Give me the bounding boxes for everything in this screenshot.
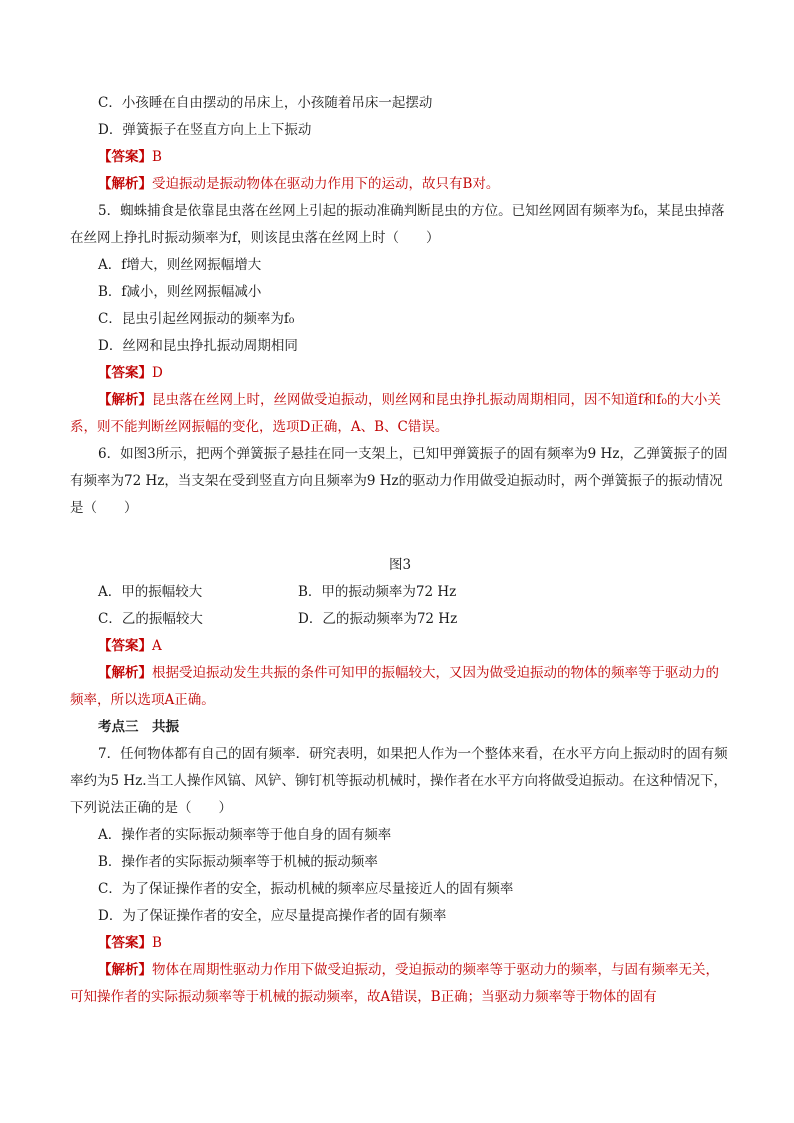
q6-option-b: B．甲的振动频率为72 Hz xyxy=(298,584,457,600)
q4-option-d: D．弹簧振子在竖直方向上上下振动 xyxy=(98,122,312,138)
q6-option-c: C．乙的振幅较大 xyxy=(98,611,203,627)
q6-answer xyxy=(70,633,730,660)
q5-answer xyxy=(70,360,730,387)
answer-value: B xyxy=(152,935,162,951)
q6-stem: 6．如图3所示，把两个弹簧振子悬挂在同一支架上，已知甲弹簧振子的固有频率为9 Hz，乙弹簧振子的固有频率为72 Hz，当支架在受到竖直方向且频率为9 Hz的驱动力作用做受迫振动时，两个弹簧振子的振动情况是（ ） xyxy=(70,446,728,516)
figure-caption: 图3 xyxy=(388,557,412,573)
explanation-label: 【解析】 xyxy=(98,392,152,408)
q7-option-a: A．操作者的实际振动频率等于他自身的固有频率 xyxy=(98,827,392,843)
q5-stem: 5．蜘蛛捕食是依靠昆虫落在丝网上引起的振动准确判断昆虫的方位。已知丝网固有频率为f₀，某昆虫掉落在丝网上挣扎时振动频率为f，则该昆虫落在丝网上时（ ） xyxy=(70,203,725,246)
figure-placeholder xyxy=(70,522,730,552)
q4-option-c: C．小孩睡在自由摆动的吊床上，小孩随着吊床一起摆动 xyxy=(98,95,433,111)
q7-answer xyxy=(70,930,730,957)
answer-value: D xyxy=(152,365,163,381)
document-page xyxy=(70,90,730,1011)
q7-explanation xyxy=(70,957,730,1011)
answer-label: 【答案】 xyxy=(98,638,152,654)
answer-label: 【答案】 xyxy=(98,935,152,951)
explanation-label: 【解析】 xyxy=(98,176,152,192)
section-heading: 考点三 共振 xyxy=(98,719,179,735)
explanation-label: 【解析】 xyxy=(98,962,152,978)
answer-value: B xyxy=(152,149,162,165)
q4-explanation xyxy=(70,171,730,198)
q7-option-b: B．操作者的实际振动频率等于机械的振动频率 xyxy=(98,854,378,870)
q5-option-d: D．丝网和昆虫挣扎振动周期相同 xyxy=(98,338,298,354)
q5-option-b: B．f减小，则丝网振幅减小 xyxy=(98,284,262,300)
q6-option-d: D．乙的振动频率为72 Hz xyxy=(298,611,458,627)
q6-option-a: A．甲的振幅较大 xyxy=(98,584,203,600)
q6-options-row-1 xyxy=(70,579,730,606)
q7-stem: 7．任何物体都有自己的固有频率．研究表明，如果把人作为一个整体来看，在水平方向上振动时的固有频率约为5 Hz.当工人操作风镐、风铲、铆钉机等振动机械时，操作者在水平方向将做受迫振动。在这种情况下，下列说法正确的是（ ） xyxy=(70,746,728,816)
answer-value: A xyxy=(152,638,162,654)
q7-option-c: C．为了保证操作者的安全，振动机械的频率应尽量接近人的固有频率 xyxy=(98,881,514,897)
answer-label: 【答案】 xyxy=(98,149,152,165)
explanation-label: 【解析】 xyxy=(98,665,152,681)
answer-label: 【答案】 xyxy=(98,365,152,381)
q6-options-row-2 xyxy=(70,606,730,633)
explanation-text: 受迫振动是振动物体在驱动力作用下的运动，故只有B对。 xyxy=(152,176,500,192)
explanation-text: 物体在周期性驱动力作用下做受迫振动，受迫振动的频率等于驱动力的频率，与固有频率无关，可知操作者的实际振动频率等于机械的振动频率，故A错误，B正确；当驱动力频率等于物体的固有 xyxy=(70,962,719,1005)
q7-option-d: D．为了保证操作者的安全，应尽量提高操作者的固有频率 xyxy=(98,908,447,924)
q5-option-c: C．昆虫引起丝网振动的频率为f₀ xyxy=(98,311,295,327)
q4-answer xyxy=(70,144,730,171)
q5-explanation xyxy=(70,387,730,441)
q5-option-a: A．f增大，则丝网振幅增大 xyxy=(98,257,262,273)
explanation-text: 昆虫落在丝网上时，丝网做受迫振动，则丝网和昆虫挣扎振动周期相同，因不知道f和f₀的大小关系，则不能判断丝网振幅的变化，选项D正确，A、B、C错误。 xyxy=(70,392,721,435)
explanation-text: 根据受迫振动发生共振的条件可知甲的振幅较大，又因为做受迫振动的物体的频率等于驱动力的频率，所以选项A正确。 xyxy=(70,665,719,708)
q6-explanation xyxy=(70,660,730,714)
